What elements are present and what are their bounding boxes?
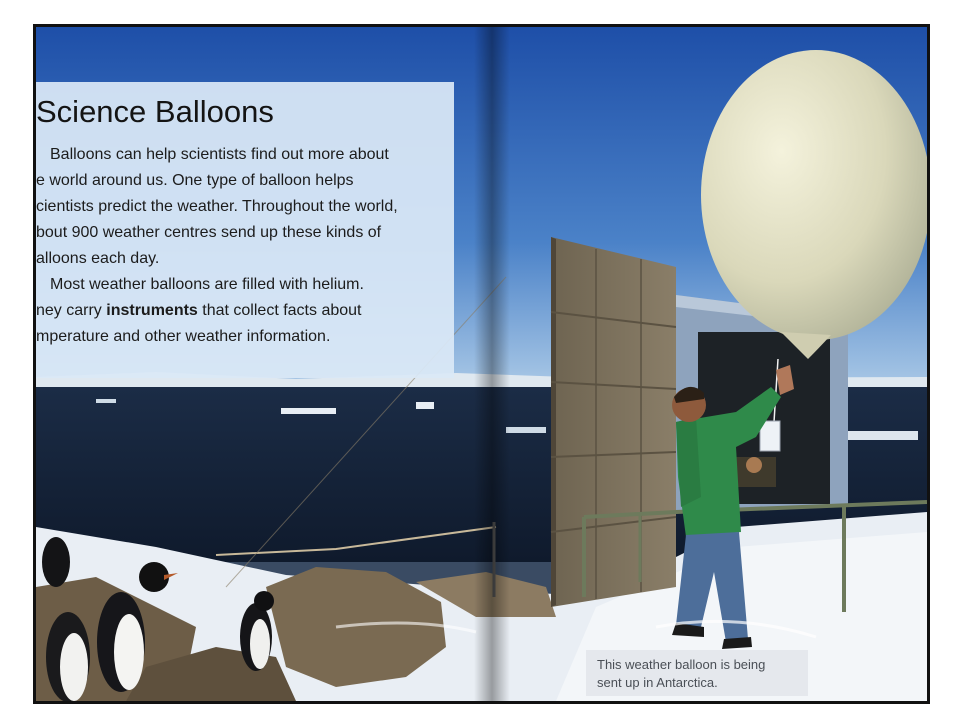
- paragraph-2-line: [36, 298, 454, 324]
- paragraph-2-line: mperature and other weather information.: [36, 328, 331, 345]
- paragraph-1-line: e world around us. One type of balloon helps: [36, 172, 354, 189]
- paragraph-2: [36, 272, 454, 350]
- paragraph-1-line: Balloons can help scientists find out more about: [50, 146, 389, 163]
- paragraph-1-line: alloons each day.: [36, 250, 160, 267]
- paragraph-2-line: Most weather balloons are filled with helium.: [50, 276, 364, 293]
- paragraph-1-line: cientists predict the weather. Throughout the world,: [36, 198, 398, 215]
- paragraph-1-line: bout 900 weather centres send up these kinds of: [36, 224, 382, 241]
- bold-term-instruments: instruments: [106, 302, 198, 319]
- paragraph-1: [36, 142, 454, 272]
- caption-line: This weather balloon is being: [597, 657, 766, 672]
- photo-caption: [586, 650, 808, 696]
- text-panel: [36, 82, 454, 378]
- body-text: [36, 142, 454, 350]
- page-title: Science Balloons: [36, 94, 274, 129]
- paragraph-2-text: that collect facts about: [197, 302, 362, 319]
- caption-line: sent up in Antarctica.: [597, 675, 718, 690]
- book-spread: [33, 24, 930, 704]
- paragraph-2-text: ney carry: [36, 302, 107, 319]
